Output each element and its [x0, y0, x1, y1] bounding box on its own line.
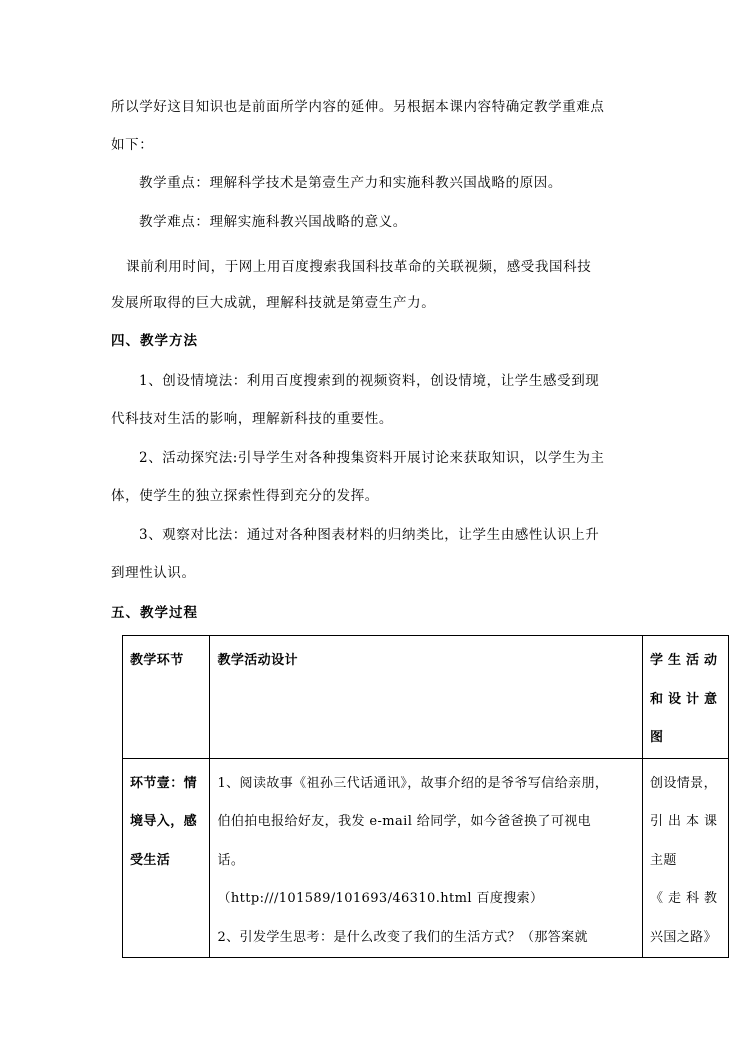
paragraph-line: 所以学好这目知识也是前面所学内容的延伸。另根据本课内容特确定教学重难点: [111, 99, 605, 115]
header-intent-text: 和设计意: [649, 691, 722, 707]
method-line: 2、活动探究法:引导学生对各种搜集资料开展讨论来获取知识，以学生为主: [139, 450, 605, 466]
method-line: 3、观察对比法：通过对各种图表材料的归纳类比，让学生由感性认识上升: [139, 527, 600, 543]
header-intent-text: 学生活动: [649, 653, 722, 668]
activity-text: 1、阅读故事《祖孙三代话通讯》，故事介绍的是爷爷写信给亲朋，: [217, 775, 609, 791]
header-cell-intent: [642, 636, 728, 759]
intent-text: 创设情景，: [649, 775, 717, 791]
method-line: 体，使学生的独立探索性得到充分的发挥。: [111, 488, 379, 504]
header-stage-text: 教学环节: [130, 653, 184, 668]
table-row: [123, 758, 729, 958]
activity-text: 话。: [217, 852, 245, 868]
header-activity-text: 教学活动设计: [217, 653, 298, 668]
stage-text: 境导入，感: [130, 814, 198, 829]
activity-cell: [210, 758, 643, 958]
intent-text: 《走科教: [649, 891, 722, 906]
difficult-point-line: 教学难点：理解实施科教兴国战略的意义。: [139, 214, 407, 230]
activity-text: （http:///101589/101693/46310.html 百度搜索）: [217, 891, 544, 906]
method-line: 1、创设情境法：利用百度搜索到的视频资料，创设情境，让学生感受到现: [139, 373, 600, 389]
section-heading-methods: 四、教学方法: [111, 333, 198, 349]
activity-text: 伯伯拍电报给好友，我发 e-mail 给同学，如今爸爸换了可视电: [217, 814, 592, 829]
paragraph-line: 如下：: [111, 137, 154, 153]
paragraph-line: 发展所取得的巨大成就，理解科技就是第壹生产力。: [111, 295, 436, 311]
header-cell-stage: [123, 636, 210, 759]
section-heading-process: 五、教学过程: [111, 605, 198, 621]
stage-cell: [123, 758, 210, 958]
header-intent-text: 图: [649, 730, 664, 745]
key-point-line: 教学重点：理解科学技术是第壹生产力和实施科教兴国战略的原因。: [139, 175, 562, 191]
activity-text: 2、引发学生思考：是什么改变了我们的生活方式？（那答案就: [217, 929, 588, 945]
stage-text: 受生活: [130, 852, 171, 868]
intent-text: 主题: [649, 852, 677, 868]
intent-text: 引出本课: [649, 814, 722, 829]
intent-cell: [642, 758, 728, 958]
method-line: 到理性认识。: [111, 565, 196, 581]
method-line: 代科技对生活的影响，理解新科技的重要性。: [111, 411, 393, 427]
table-header-row: [123, 636, 729, 759]
stage-text: 环节壹：情: [130, 775, 198, 791]
intent-text: 兴国之路》: [649, 929, 717, 945]
teaching-process-table: [122, 635, 729, 958]
paragraph-line: 课前利用时间，于网上用百度搜索我国科技革命的关联视频，感受我国科技: [126, 259, 592, 275]
header-cell-activity: [210, 636, 643, 759]
